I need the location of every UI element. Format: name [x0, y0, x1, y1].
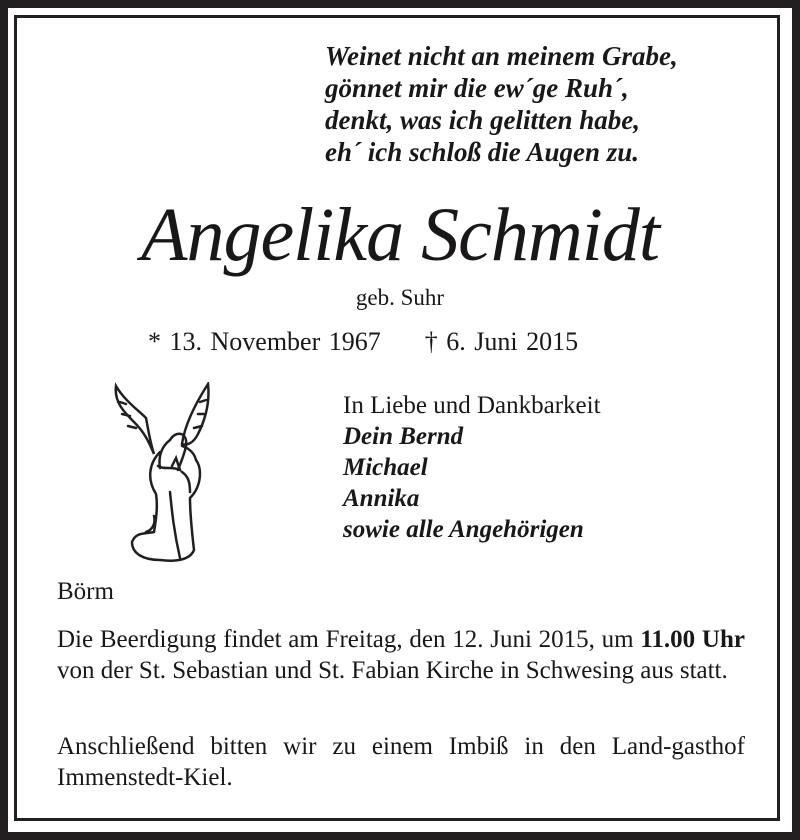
- life-dates: [148, 327, 622, 357]
- funeral-text-2: von der St. Sebastian und St. Fabian Kirche in Schwesing aus statt.: [57, 657, 728, 684]
- angel-icon: [110, 382, 220, 567]
- poem-line: denkt, was ich gelitten habe,: [325, 105, 641, 135]
- family-member: Annika: [343, 485, 420, 512]
- family-member: Dein Bernd: [343, 423, 464, 450]
- death-date: † 6. Juni 2015: [424, 327, 579, 356]
- deceased-name: Angelika Schmidt: [141, 193, 659, 277]
- funeral-info: [57, 624, 745, 686]
- family-member: Michael: [343, 454, 428, 481]
- birth-name: geb. Suhr: [355, 285, 445, 310]
- family-intro: In Liebe und Dankbarkeit: [343, 392, 601, 419]
- poem-line: gönnet mir die ew´ge Ruh´,: [325, 73, 629, 103]
- family-member: sowie alle Angehörigen: [343, 516, 584, 543]
- poem: [325, 40, 678, 168]
- funeral-text-1: Die Beerdigung findet am Freitag, den 12. Juni 2015, um: [57, 626, 641, 653]
- family-signatures: [343, 390, 601, 545]
- birth-date: * 13. November 1967: [148, 327, 381, 356]
- reception-info: Anschließend bitten wir zu einem Imbiß in den Land-gasthof Immenstedt-Kiel.: [57, 733, 745, 791]
- funeral-time: 11.00 Uhr: [640, 626, 745, 653]
- poem-line: eh´ ich schloß die Augen zu.: [325, 137, 640, 167]
- poem-line: Weinet nicht an meinem Grabe,: [325, 41, 678, 71]
- place: Börm: [57, 578, 114, 605]
